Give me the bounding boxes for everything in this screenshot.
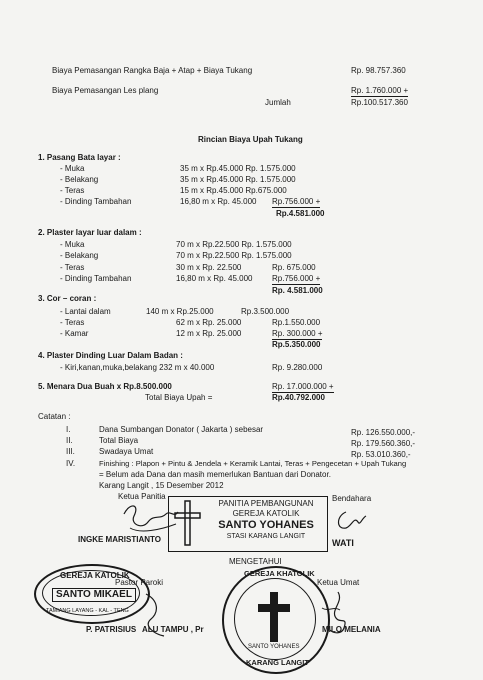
yohanes-stamp	[222, 566, 330, 674]
sec2-row-label: - Belakang	[60, 251, 98, 261]
pastor-name: P. PATRISIUS	[86, 625, 137, 634]
sec2-row-sub: Rp. 675.000	[272, 263, 316, 272]
catatan-text: Total Biaya	[99, 436, 139, 445]
catatan-num: IV.	[66, 459, 76, 468]
cross-icon	[254, 590, 294, 644]
rincian-title: Rincian Biaya Upah Tukang	[198, 135, 303, 144]
mengetahui-label: MENGETAHUI	[229, 557, 282, 566]
sec1-row-calc: 15 m x Rp.45.000 Rp.675.000	[180, 186, 287, 195]
sec2-row-calc: 70 m x Rp.22.500 Rp. 1.575.000	[176, 240, 292, 249]
catatan-title: Catatan :	[38, 412, 71, 421]
catatan-value: Rp. 53.010.360,-	[351, 450, 411, 459]
sec1-row-calc: 16,80 m x Rp. 45.000	[180, 197, 257, 206]
sec2-row-sub: Rp.756.000 +	[272, 274, 321, 283]
bendahara-name: WATI	[332, 538, 354, 548]
catatan-text: Dana Sumbangan Donator ( Jakarta ) sebesar	[99, 425, 264, 434]
mikael-stamp-center: SANTO MIKAEL	[52, 588, 136, 602]
sec1-row-label: - Belakang	[60, 175, 98, 185]
stamp-panitia-line4: STASI KARANG LANGIT	[226, 533, 306, 540]
pastor-label: Pastor Paroki	[115, 578, 164, 587]
sec3-title: 3. Cor – coran :	[38, 294, 97, 303]
sec3-row-label: - Teras	[60, 318, 84, 328]
grand-total-value: Rp.40.792.000	[272, 393, 325, 402]
catatan-value: Rp. 179.560.360,-	[351, 439, 416, 448]
mikael-stamp	[34, 564, 150, 624]
sec5-value: Rp. 17.000.000 +	[272, 382, 334, 391]
stamp-panitia-line3: SANTO YOHANES	[218, 519, 314, 531]
grand-total-label: Total Biaya Upah =	[145, 393, 213, 402]
catatan-num: III.	[66, 447, 75, 456]
umat-name: MILO MELANIA	[322, 625, 381, 634]
sec1-row-label: - Muka	[60, 164, 84, 174]
ketua-signature-icon	[120, 500, 180, 540]
sec3-row-sub: Rp.1.550.000	[272, 318, 321, 327]
sec2-row-label: - Dinding Tambahan	[60, 274, 131, 284]
bendahara-label: Bendahara	[332, 494, 372, 503]
sec3-total: Rp.5.350.000	[272, 340, 321, 349]
catatan-text: Finishing : Plapon + Pintu & Jendela + Keramik Lantai, Teras + Pengecetan + Upah Tukang	[99, 459, 407, 468]
sec2-row-label: - Muka	[60, 240, 84, 250]
sec2-row-calc: 16,80 m x Rp. 45.000	[176, 274, 253, 283]
mikael-stamp-bottom: TAMIANG LAYANG - KAL - TENG	[46, 608, 129, 614]
sec4-row-label: - Kiri,kanan,muka,belakang 232 m x 40.000	[60, 363, 215, 372]
stamp-panitia-line1: PANITIA PEMBANGUNAN	[218, 499, 314, 508]
sec3-row-calc: 140 m x Rp.25.000	[146, 307, 214, 316]
yohanes-stamp-bottom: KARANG LANGIT	[246, 658, 309, 667]
sec2-row-label: - Teras	[60, 263, 84, 273]
date-line: Karang Langit , 15 Desember 2012	[99, 481, 224, 490]
jumlah-value: Rp.100.517.360	[351, 98, 408, 107]
les-plang-label: Biaya Pemasangan Les plang	[52, 86, 159, 95]
sec3-row-label: - Lantai dalam	[60, 307, 111, 317]
sec3-row-label: - Kamar	[60, 329, 88, 339]
rangka-baja-label: Biaya Pemasangan Rangka Baja + Atap + Biaya Tukang	[52, 66, 253, 75]
panitia-stamp	[168, 496, 328, 552]
yohanes-stamp-center: SANTO YOHANES	[248, 644, 300, 650]
sec4-row-value: Rp. 9.280.000	[272, 363, 323, 372]
sec2-row-calc: 70 m x Rp.22.500 Rp. 1.575.000	[176, 251, 292, 260]
stamp-panitia-line2: GEREJA KATOLIK	[232, 509, 300, 518]
yohanes-stamp-top: GEREJA KHATOLIK	[244, 569, 315, 578]
ketua-umat-label: Ketua Umat	[317, 578, 360, 587]
mikael-stamp-top: GEREJA KATOLIK	[60, 571, 130, 580]
catatan-num: I.	[66, 425, 71, 434]
sec1-row-sub: Rp.756.000 +	[272, 197, 321, 206]
ketua-name: INGKE MARISTIANTO	[78, 535, 161, 544]
sec1-total: Rp.4.581.000	[276, 209, 325, 218]
sec1-row-calc: 35 m x Rp.45.000 Rp. 1.575.000	[180, 175, 296, 184]
ketua-panitia-label: Ketua Panitia	[118, 492, 166, 501]
sec1-row-label: - Teras	[60, 186, 84, 196]
catatan-value: Rp. 126.550.000,-	[351, 428, 416, 437]
sec1-row-label: - Dinding Tambahan	[60, 197, 131, 207]
sec4-title: 4. Plaster Dinding Luar Dalam Badan :	[38, 351, 183, 360]
sec2-row-calc: 30 m x Rp. 22.500	[176, 263, 242, 272]
sec1-row-calc: 35 m x Rp.45.000 Rp. 1.575.000	[180, 164, 296, 173]
pastor-name-2: ALU TAMPU , Pr	[142, 625, 204, 634]
les-plang-value: Rp. 1.760.000 +	[351, 86, 409, 95]
rangka-baja-value: Rp. 98.757.360	[351, 66, 406, 75]
sec2-title: 2. Plaster layar luar dalam :	[38, 228, 142, 237]
sec5-title: 5. Menara Dua Buah x Rp.8.500.000	[38, 382, 172, 391]
catatan-text: Swadaya Umat	[99, 447, 154, 456]
sec3-row-calc: 62 m x Rp. 25.000	[176, 318, 242, 327]
sec3-row-sub: Rp.3.500.000	[241, 307, 290, 316]
sec1-title: 1. Pasang Bata layar :	[38, 153, 121, 162]
bendahara-signature-icon	[332, 508, 372, 538]
jumlah-label: Jumlah	[265, 98, 291, 107]
catatan-note: = Belum ada Dana dan masih memerlukan Bantuan dari Donator.	[99, 470, 331, 479]
sec3-row-calc: 12 m x Rp. 25.000	[176, 329, 242, 338]
catatan-num: II.	[66, 436, 73, 445]
sec2-total: Rp. 4.581.000	[272, 286, 323, 295]
sec3-row-sub: Rp. 300.000 +	[272, 329, 323, 338]
